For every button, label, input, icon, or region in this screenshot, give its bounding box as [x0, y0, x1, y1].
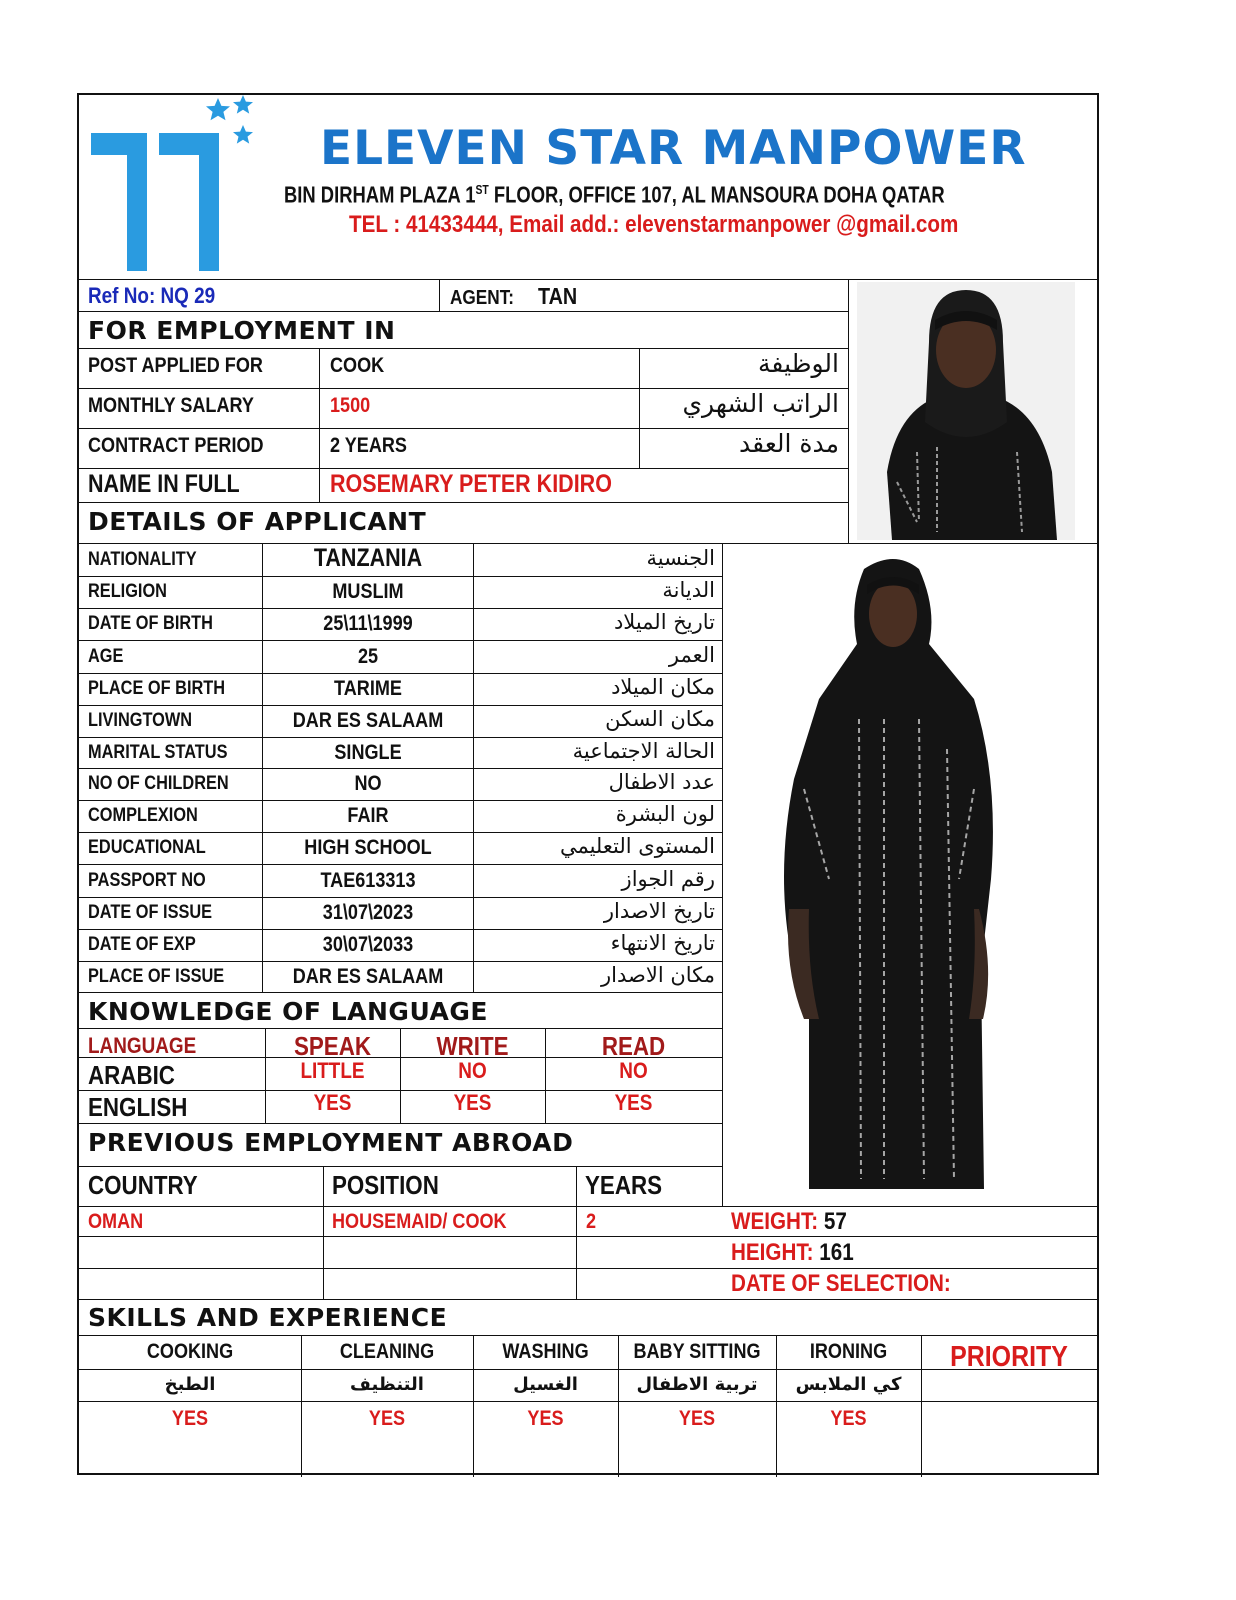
previous-header-cell: COUNTRY — [88, 1170, 198, 1200]
skills-col-divider — [618, 1335, 619, 1477]
previous-row-country: OMAN — [88, 1210, 144, 1233]
language-row-read: NO — [619, 1058, 648, 1083]
details-row-label: NATIONALITY — [88, 549, 197, 570]
details-row-arabic: المستوى التعليمي — [559, 834, 715, 858]
language-row-speak: YES — [313, 1090, 352, 1115]
language-header-cell: READ — [601, 1031, 666, 1061]
skills-section-title: SKILLS AND EXPERIENCE — [88, 1303, 448, 1332]
details-row-divider — [79, 640, 722, 641]
details-row-label: LIVINGTOWN — [88, 710, 193, 731]
skill-name: CLEANING — [339, 1340, 435, 1363]
priority-label: PRIORITY — [950, 1341, 1068, 1373]
name-in-full-label: NAME IN FULL — [88, 470, 240, 498]
details-row-value: DAR ES SALAAM — [292, 709, 444, 732]
previous-row-years: 2 — [586, 1210, 597, 1233]
employment-row-value: 1500 — [330, 394, 371, 417]
header — [79, 95, 1097, 279]
company-name: ELEVEN STAR MANPOWER — [320, 121, 1027, 176]
details-row-divider — [79, 768, 722, 769]
skill-arabic: التنظيف — [350, 1374, 424, 1395]
details-row-label: PLACE OF BIRTH — [88, 678, 226, 699]
previous-col-divider — [576, 1166, 577, 1299]
details-row-value: TANZANIA — [313, 544, 423, 572]
details-row-value: DAR ES SALAAM — [292, 965, 444, 988]
details-row-arabic: لون البشرة — [615, 802, 715, 826]
skill-arabic: الطبخ — [164, 1374, 216, 1395]
employment-row-label: CONTRACT PERIOD — [88, 434, 264, 457]
language-col-divider — [545, 1028, 546, 1123]
details-row-arabic: مكان الاصدار — [601, 963, 715, 987]
star-icon — [206, 98, 230, 120]
language-row-read: YES — [614, 1090, 653, 1115]
skills-col-divider — [921, 1335, 922, 1477]
skill-value: YES — [368, 1407, 406, 1430]
agent-value: TAN — [538, 283, 578, 309]
previous-divider — [79, 1236, 722, 1237]
details-row-label: DATE OF ISSUE — [88, 902, 213, 923]
skill-name: WASHING — [502, 1340, 589, 1363]
details-row-value: 25 — [357, 645, 379, 668]
details-row-value: NO — [354, 772, 382, 795]
details-row-divider — [79, 961, 722, 962]
height-value: 161 — [819, 1239, 854, 1266]
details-row-arabic: رقم الجواز — [621, 867, 715, 891]
full-body-figure-icon — [769, 549, 1019, 1199]
date-of-selection-label: DATE OF SELECTION: — [731, 1270, 951, 1297]
address-text: BIN DIRHAM PLAZA 1 — [284, 181, 476, 208]
address-superscript: ST — [475, 182, 489, 197]
skill-arabic: الغسيل — [513, 1374, 578, 1395]
height-row — [731, 1241, 854, 1265]
details-row-arabic: الحالة الاجتماعية — [572, 739, 715, 763]
language-section-title: KNOWLEDGE OF LANGUAGE — [88, 997, 488, 1026]
previous-divider — [79, 1206, 722, 1207]
skill-value: YES — [527, 1407, 564, 1430]
language-header-cell: WRITE — [436, 1031, 509, 1061]
previous-divider — [79, 1268, 722, 1269]
agent-label: AGENT: — [450, 287, 515, 309]
details-row-arabic: تاريخ الميلاد — [613, 610, 715, 634]
details-row-divider — [79, 576, 722, 577]
skill-value: YES — [171, 1407, 209, 1430]
details-row-arabic: عدد الاطفال — [608, 770, 715, 794]
skills-col-divider — [473, 1335, 474, 1477]
skill-arabic: كي الملابس — [795, 1374, 902, 1395]
details-row-value: FAIR — [347, 804, 389, 827]
details-row-label: PLACE OF ISSUE — [88, 966, 225, 987]
details-row-value: 31\07\2023 — [322, 901, 414, 924]
skill-value: YES — [830, 1407, 867, 1430]
details-row-label: NO OF CHILDREN — [88, 773, 229, 794]
ref-number: Ref No: NQ 29 — [88, 283, 216, 308]
employment-row-value: 2 YEARS — [330, 434, 407, 457]
employment-row-value: COOK — [330, 354, 385, 377]
details-row-label: EDUCATIONAL — [88, 837, 206, 858]
details-row-label: DATE OF EXP — [88, 934, 196, 955]
details-row-label: RELIGION — [88, 581, 167, 602]
details-row-arabic: تاريخ الانتهاء — [610, 931, 715, 955]
employment-row-arabic: الراتب الشهري — [682, 389, 839, 418]
language-header-cell: LANGUAGE — [88, 1033, 197, 1058]
details-row-arabic: تاريخ الاصدار — [603, 899, 715, 923]
language-row-name: ARABIC — [88, 1060, 175, 1090]
portrait-figure-icon — [857, 282, 1075, 540]
details-row-value: SINGLE — [334, 741, 402, 764]
employment-row-label: POST APPLIED FOR — [88, 354, 263, 377]
employment-row-arabic: الوظيفة — [758, 349, 839, 378]
details-row-divider — [79, 800, 722, 801]
skills-col-divider — [301, 1335, 302, 1477]
details-row-label: AGE — [88, 646, 124, 667]
details-row-value: HIGH SCHOOL — [304, 836, 432, 859]
details-section-title: DETAILS OF APPLICANT — [88, 507, 427, 536]
details-row-value: 25\11\1999 — [323, 612, 413, 635]
skills-col-divider — [776, 1335, 777, 1477]
previous-row-position: HOUSEMAID/ COOK — [332, 1210, 507, 1233]
details-row-label: PASSPORT NO — [88, 870, 206, 891]
previous-header-cell: YEARS — [585, 1170, 663, 1200]
height-label: HEIGHT: — [731, 1239, 814, 1266]
language-row-speak: LITTLE — [300, 1058, 365, 1083]
skill-arabic: تربية الاطفال — [636, 1374, 758, 1395]
previous-section-title: PREVIOUS EMPLOYMENT ABROAD — [88, 1128, 574, 1157]
details-row-value: TAE613313 — [320, 869, 416, 892]
star-icon — [233, 125, 253, 144]
employment-row-arabic: مدة العقد — [739, 429, 839, 458]
language-row-write: NO — [458, 1058, 487, 1083]
employment-row-label: MONTHLY SALARY — [88, 394, 254, 417]
previous-header-cell: POSITION — [332, 1170, 439, 1200]
details-row-divider — [79, 705, 722, 706]
details-row-divider — [79, 864, 722, 865]
skill-name: BABY SITTING — [633, 1340, 761, 1363]
address-text-post: FLOOR, OFFICE 107, AL MANSOURA DOHA QATAR — [488, 181, 945, 208]
details-row-divider — [79, 929, 722, 930]
weight-row — [731, 1210, 847, 1234]
details-row-arabic: مكان الميلاد — [611, 675, 715, 699]
details-row-divider — [79, 608, 722, 609]
applicant-portrait-photo — [857, 282, 1075, 540]
skill-name: IRONING — [809, 1340, 888, 1363]
details-row-label: MARITAL STATUS — [88, 742, 228, 763]
language-col-divider — [400, 1028, 401, 1123]
logo — [87, 95, 267, 275]
details-row-value: 30\07\2033 — [322, 933, 414, 956]
company-address — [284, 183, 945, 207]
star-icon — [233, 95, 253, 114]
details-row-arabic: مكان السكن — [605, 707, 715, 731]
weight-label: WEIGHT: — [731, 1208, 819, 1235]
details-row-label: DATE OF BIRTH — [88, 613, 213, 634]
details-row-divider — [79, 737, 722, 738]
details-row-arabic: العمر — [668, 643, 715, 667]
details-row-value: MUSLIM — [332, 580, 404, 603]
cv-form — [77, 93, 1099, 1475]
logo-eleven-icon — [87, 95, 267, 275]
applicant-full-body-photo — [769, 549, 1019, 1199]
details-row-divider — [79, 673, 722, 674]
details-row-value: TARIME — [334, 677, 402, 700]
details-row-arabic: الجنسية — [646, 546, 715, 570]
previous-col-divider — [323, 1166, 324, 1299]
details-row-divider — [79, 832, 722, 833]
company-contact: TEL : 41433444, Email add.: elevenstarmanpower @gmail.com — [349, 211, 959, 238]
language-header-cell: SPEAK — [293, 1031, 372, 1061]
details-row-divider — [79, 897, 722, 898]
details-row-label: COMPLEXION — [88, 805, 198, 826]
language-row-write: YES — [453, 1090, 492, 1115]
language-col-divider — [265, 1028, 266, 1123]
skill-name: COOKING — [146, 1340, 234, 1363]
skill-value: YES — [678, 1407, 716, 1430]
name-in-full-value: ROSEMARY PETER KIDIRO — [330, 470, 612, 498]
weight-value: 57 — [823, 1208, 847, 1235]
details-row-arabic: الديانة — [662, 578, 715, 602]
employment-section-title: FOR EMPLOYMENT IN — [88, 316, 396, 345]
language-row-name: ENGLISH — [88, 1092, 188, 1122]
